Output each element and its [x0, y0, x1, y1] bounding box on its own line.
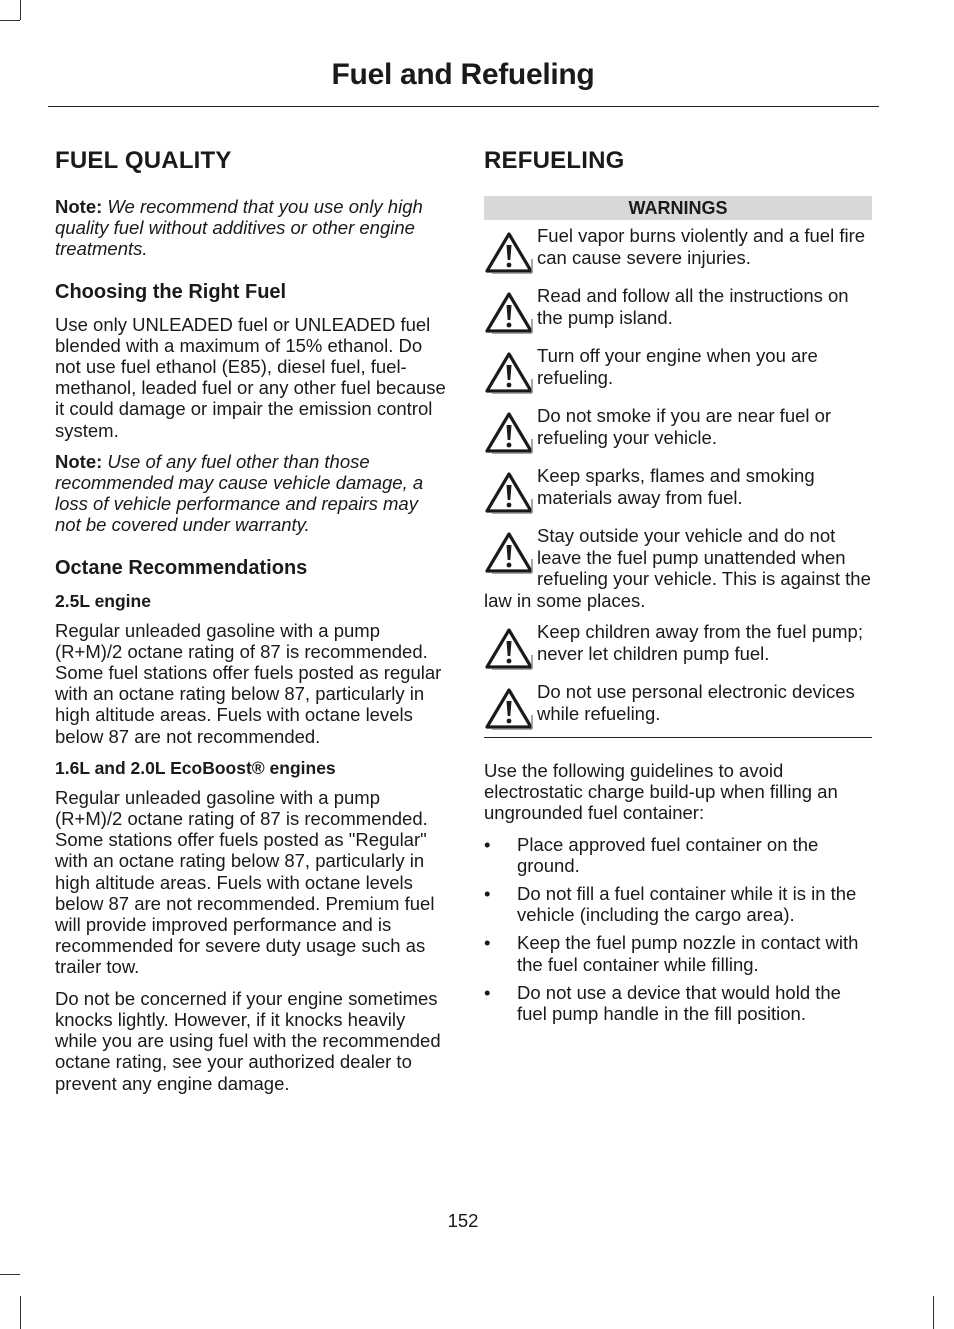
- warning-text: Read and follow all the instructions on the pump island.: [537, 285, 849, 328]
- list-item-text: Keep the fuel pump nozzle in contact with the fuel container while filling.: [517, 932, 859, 975]
- warning-triangle-icon: [484, 627, 534, 671]
- list-item: [484, 982, 872, 1024]
- crop-mark: [20, 0, 21, 20]
- header-rule: [48, 106, 879, 107]
- warning-item: [484, 465, 872, 515]
- warning-text: Keep sparks, flames and smoking materials away from fuel.: [537, 465, 815, 508]
- warning-triangle-icon: [484, 411, 534, 455]
- list-item: [484, 834, 872, 876]
- warning-text: Stay outside your vehicle and do not leave the fuel pump unattended when refueling your vehicle. This is against the law in some places.: [484, 525, 871, 611]
- subheading-octane: Octane Recommendations: [55, 556, 308, 579]
- note-other-fuel: [55, 451, 447, 536]
- warnings-list: [484, 225, 872, 731]
- warning-item: [484, 345, 872, 395]
- warning-item: [484, 285, 872, 335]
- warning-item: [484, 681, 872, 731]
- list-item-text: Do not fill a fuel container while it is in the vehicle (including the cargo area).: [517, 883, 857, 926]
- bullet: •: [484, 932, 491, 954]
- subheading-2-5l-engine: 2.5L engine: [55, 590, 151, 611]
- warning-item: [484, 525, 872, 611]
- note-additives: [55, 196, 447, 260]
- guidelines-list: [484, 834, 872, 1025]
- paragraph-choosing-fuel: Use only UNLEADED fuel or UNLEADED fuel blended with a maximum of 15% ethanol. Do not use fuel ethanol (E85), diesel fuel, fuel-methanol, leaded fuel or any other fuel because it could damage or impair the emission control system.: [55, 313, 446, 441]
- paragraph-knock: Do not be concerned if your engine sometimes knocks lightly. However, if it knocks heavily while you are using fuel with the recommended octane rating, see your authorized dealer to prevent any engine damage.: [55, 987, 441, 1094]
- paragraph-2-5l-engine: Regular unleaded gasoline with a pump (R+M)/2 octane rating of 87 is recommended. Some fuel stations offer fuels posted as regular with an octane rating below 87, particularly in high altitude areas. Fuels with octane levels below 87 are not recommended.: [55, 619, 442, 747]
- warnings-header: WARNINGS: [484, 196, 872, 220]
- section-title-fuel-quality: FUEL QUALITY: [55, 147, 232, 174]
- warning-triangle-icon: [484, 471, 534, 515]
- bullet: •: [484, 833, 491, 855]
- list-item: [484, 883, 872, 925]
- list-item: [484, 932, 872, 974]
- subheading-choosing-fuel: Choosing the Right Fuel: [55, 280, 287, 303]
- crop-mark: [933, 1296, 934, 1329]
- note-label: Note:: [55, 196, 103, 217]
- warning-text: Keep children away from the fuel pump; never let children pump fuel.: [537, 621, 863, 664]
- list-item-text: Place approved fuel container on the ground.: [517, 833, 819, 876]
- paragraph-guidelines: Use the following guidelines to avoid electrostatic charge build-up when filling an ungrounded fuel container:: [484, 760, 838, 824]
- right-column: [484, 146, 872, 1031]
- warning-text: Fuel vapor burns violently and a fuel fire can cause severe injuries.: [537, 225, 866, 268]
- warning-triangle-icon: [484, 231, 534, 275]
- warning-triangle-icon: [484, 687, 534, 731]
- note-text: We recommend that you use only high quality fuel without additives or other engine treatments.: [55, 196, 423, 260]
- warning-triangle-icon: [484, 531, 534, 575]
- warning-item: [484, 405, 872, 455]
- bullet: •: [484, 883, 491, 905]
- crop-mark: [20, 1296, 21, 1329]
- warning-item: [484, 225, 872, 275]
- warning-text: Do not use personal electronic devices while refueling.: [537, 681, 855, 724]
- left-column: [55, 146, 447, 1094]
- warning-item: [484, 621, 872, 671]
- warning-text: Do not smoke if you are near fuel or refueling your vehicle.: [537, 405, 832, 448]
- subheading-ecoboost: 1.6L and 2.0L EcoBoost® engines: [55, 757, 336, 778]
- note-text: Use of any fuel other than those recommended may cause vehicle damage, a loss of vehicle performance and repairs may not be covered under warranty.: [55, 450, 424, 536]
- warning-triangle-icon: [484, 291, 534, 335]
- list-item-text: Do not use a device that would hold the fuel pump handle in the fill position.: [517, 981, 841, 1025]
- paragraph-ecoboost: Regular unleaded gasoline with a pump (R+M)/2 octane rating of 87 is recommended. Some stations offer fuels posted as "Regular" with an octane rating below 87, particularly in high altitude areas. Fuels with octane levels below 87 are not recommended. Premium fuel will provide improved performance and is recommended for severe duty usage such as trailer tow.: [55, 786, 435, 978]
- note-label: Note:: [55, 450, 103, 472]
- warning-text: Turn off your engine when you are refueling.: [537, 345, 818, 388]
- crop-mark: [0, 20, 20, 21]
- crop-mark: [0, 1274, 20, 1275]
- warnings-end-rule: [484, 737, 872, 738]
- page-title: Fuel and Refueling: [331, 58, 595, 91]
- page-number: 152: [447, 1210, 479, 1231]
- warning-triangle-icon: [484, 351, 534, 395]
- bullet: •: [484, 981, 491, 1003]
- section-title-refueling: REFUELING: [484, 147, 625, 174]
